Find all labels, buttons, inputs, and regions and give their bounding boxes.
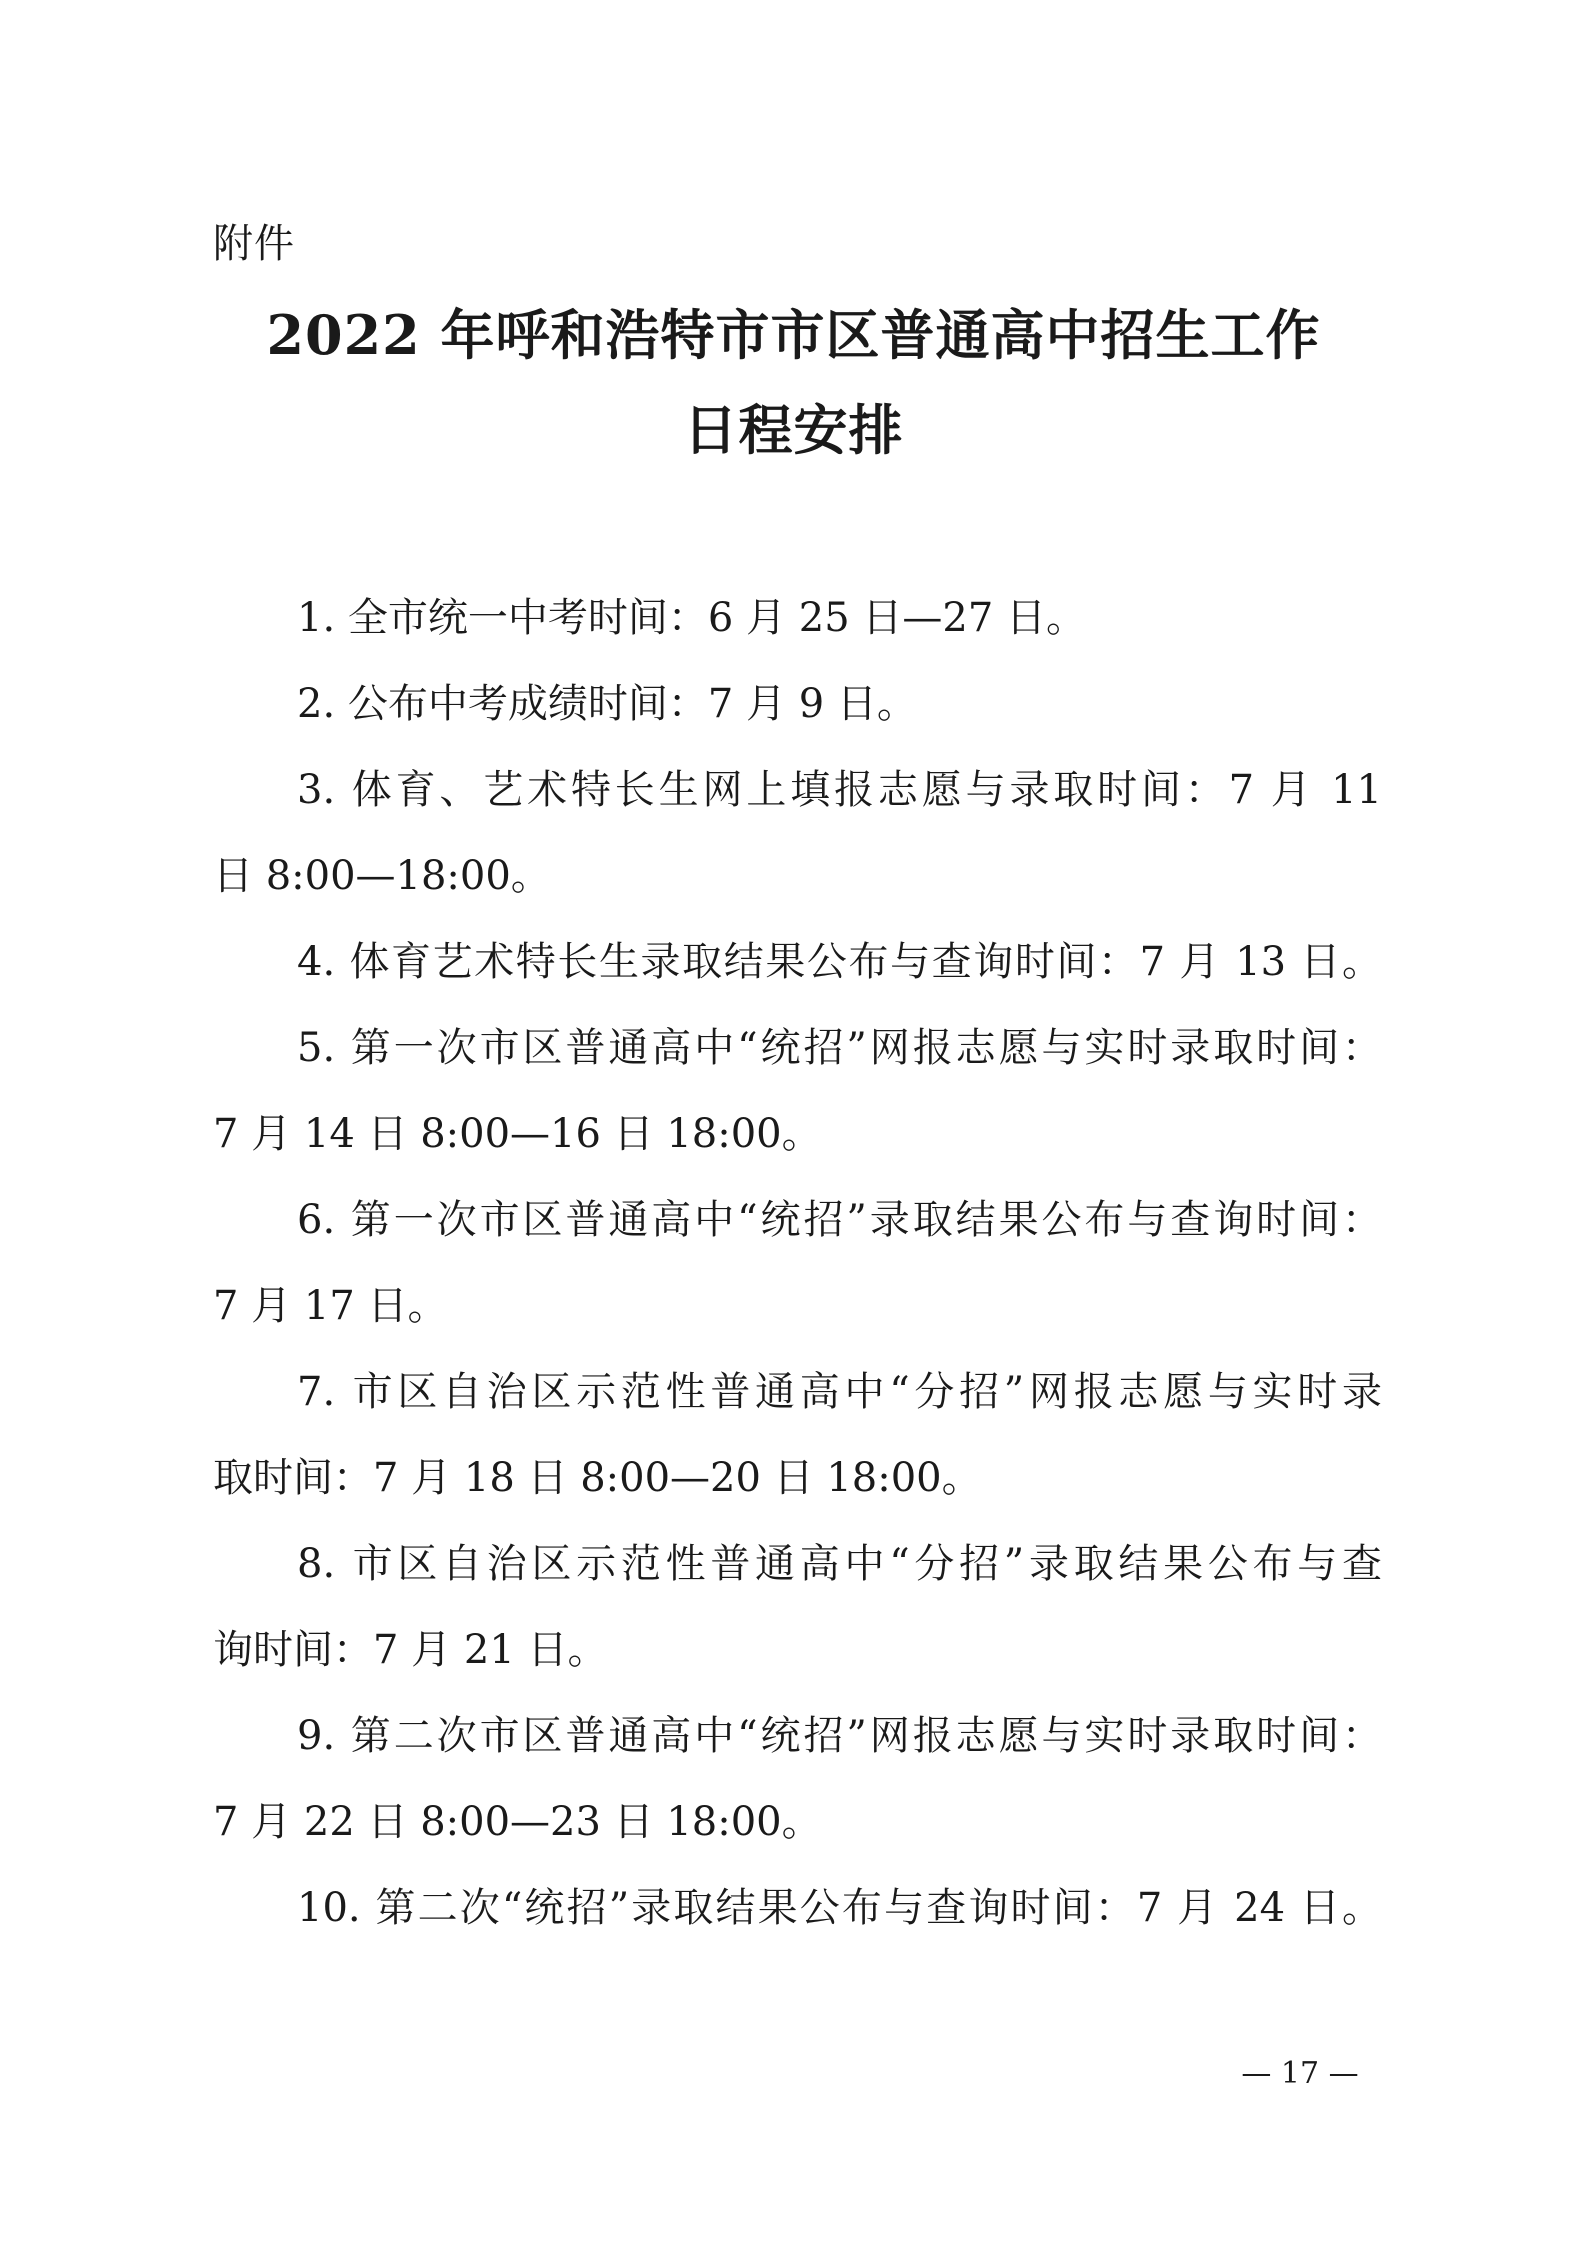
schedule-item-8-line-2: 询时间：7 月 21 日。	[213, 1627, 608, 1673]
document-title-line-2: 日程安排	[683, 398, 904, 462]
schedule-item-9-line-1: 9. 第二次市区普通高中“统招”网报志愿与实时录取时间：	[297, 1713, 1382, 1759]
schedule-item-3-line-1: 3. 体育、艺术特长生网上填报志愿与录取时间：7 月 11	[297, 767, 1382, 813]
schedule-item-2: 2. 公布中考成绩时间：7 月 9 日。	[297, 681, 917, 727]
schedule-item-9-line-2: 7 月 22 日 8:00—23 日 18:00。	[213, 1799, 822, 1845]
schedule-item-3-line-2: 日 8:00—18:00。	[213, 853, 551, 899]
page-number: — 17 —	[1241, 2056, 1359, 2091]
document-title-line-1: 2022 年呼和浩特市市区普通高中招生工作	[266, 303, 1321, 367]
schedule-item-5-line-1: 5. 第一次市区普通高中“统招”网报志愿与实时录取时间：	[297, 1025, 1382, 1071]
schedule-item-5-line-2: 7 月 14 日 8:00—16 日 18:00。	[213, 1111, 822, 1157]
schedule-item-6-line-2: 7 月 17 日。	[213, 1283, 448, 1329]
schedule-item-7-line-2: 取时间：7 月 18 日 8:00—20 日 18:00。	[213, 1455, 982, 1501]
schedule-item-8-line-1: 8. 市区自治区示范性普通高中“分招”录取结果公布与查	[297, 1541, 1382, 1587]
schedule-item-4: 4. 体育艺术特长生录取结果公布与查询时间：7 月 13 日。	[297, 939, 1382, 985]
schedule-item-6-line-1: 6. 第一次市区普通高中“统招”录取结果公布与查询时间：	[297, 1197, 1382, 1243]
schedule-item-1: 1. 全市统一中考时间：6 月 25 日—27 日。	[297, 595, 1086, 641]
schedule-item-10: 10. 第二次“统招”录取结果公布与查询时间：7 月 24 日。	[297, 1885, 1382, 1931]
attachment-label: 附件	[213, 221, 295, 267]
schedule-item-7-line-1: 7. 市区自治区示范性普通高中“分招”网报志愿与实时录	[297, 1369, 1382, 1415]
